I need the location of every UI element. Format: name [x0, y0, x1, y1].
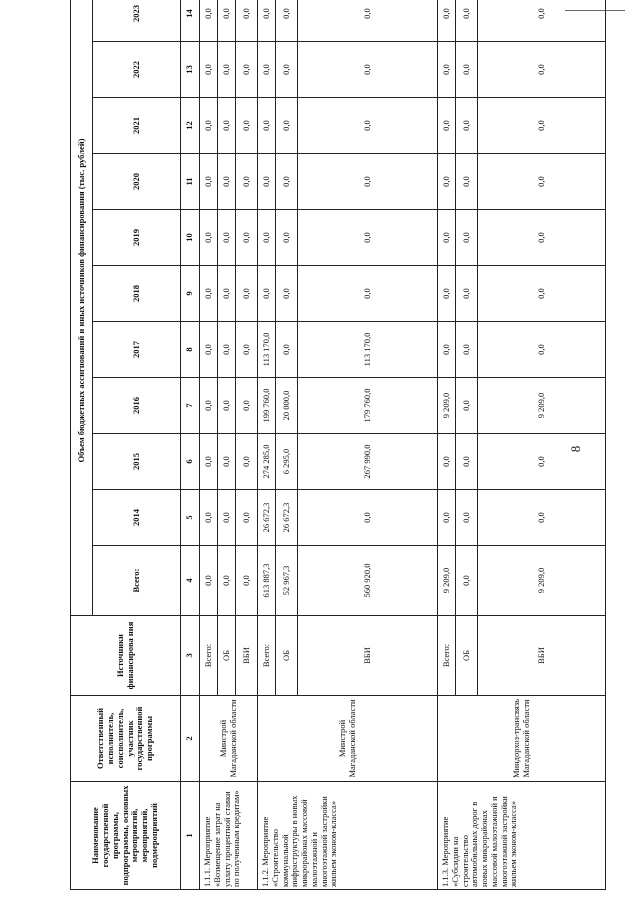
year-amount: 0,0	[478, 154, 606, 210]
header-year: 2019	[93, 210, 181, 266]
year-amount: 0,0	[438, 266, 456, 322]
year-amount: 0,0	[298, 154, 438, 210]
header-col3: Источники финансирова ния	[71, 616, 181, 696]
funding-source: ОБ	[456, 616, 478, 696]
year-amount: 0,0	[456, 154, 478, 210]
year-amount: 0,0	[236, 154, 258, 210]
year-amount: 0,0	[456, 266, 478, 322]
year-amount: 113 170,0	[298, 322, 438, 378]
year-amount: 113 170,0	[258, 322, 276, 378]
total-amount: 9 209,0	[438, 546, 456, 616]
year-amount: 267 990,0	[298, 434, 438, 490]
year-amount: 0,0	[258, 154, 276, 210]
header-year: 2021	[93, 98, 181, 154]
year-amount: 0,0	[438, 210, 456, 266]
total-amount: 0,0	[200, 546, 218, 616]
total-amount: 613 887,3	[258, 546, 276, 616]
total-amount: 52 967,3	[276, 546, 298, 616]
year-amount: 0,0	[276, 322, 298, 378]
year-amount: 0,0	[218, 210, 236, 266]
funding-source: Всего:	[438, 616, 456, 696]
year-amount: 0,0	[200, 154, 218, 210]
year-amount: 0,0	[478, 266, 606, 322]
year-amount: 0,0	[478, 322, 606, 378]
header-year: 2022	[93, 42, 181, 98]
column-number-row	[181, 0, 200, 890]
year-amount: 0,0	[236, 0, 258, 42]
column-number: 3	[181, 616, 200, 696]
column-number: 10	[181, 210, 200, 266]
year-amount: 0,0	[438, 98, 456, 154]
year-amount: 0,0	[478, 42, 606, 98]
year-amount: 9 209,0	[478, 378, 606, 434]
measure-name: 1.1.1. Мероприятие «Возмещение затрат на уплату процентной ставки по полученным кредитам»	[200, 782, 258, 890]
column-number: 11	[181, 154, 200, 210]
funding-source: ВБИ	[236, 616, 258, 696]
total-amount: 0,0	[236, 546, 258, 616]
year-amount: 0,0	[218, 0, 236, 42]
column-number: 5	[181, 490, 200, 546]
funding-source: Всего:	[258, 616, 276, 696]
year-amount: 0,0	[438, 42, 456, 98]
year-amount: 9 209,0	[438, 378, 456, 434]
year-amount: 0,0	[258, 42, 276, 98]
year-amount: 0,0	[218, 490, 236, 546]
year-amount: 26 672,3	[276, 490, 298, 546]
column-number: 7	[181, 378, 200, 434]
column-number: 2	[181, 696, 200, 782]
year-amount: 0,0	[438, 434, 456, 490]
header-year: 2014	[93, 490, 181, 546]
year-amount: 20 000,0	[276, 378, 298, 434]
year-amount: 0,0	[276, 42, 298, 98]
header-year: 2018	[93, 266, 181, 322]
year-amount: 0,0	[218, 154, 236, 210]
year-amount: 0,0	[276, 210, 298, 266]
year-amount: 0,0	[438, 154, 456, 210]
column-number: 4	[181, 546, 200, 616]
year-amount: 274 285,0	[258, 434, 276, 490]
year-amount: 0,0	[236, 322, 258, 378]
year-amount: 0,0	[236, 490, 258, 546]
year-amount: 0,0	[478, 210, 606, 266]
table-row	[438, 0, 456, 890]
year-amount: 0,0	[218, 322, 236, 378]
header-year: 2017	[93, 322, 181, 378]
year-amount: 0,0	[236, 210, 258, 266]
header-year: 2023	[93, 0, 181, 42]
table-container	[70, 5, 546, 890]
year-amount: 0,0	[478, 490, 606, 546]
measure-name: 1.1.2. Мероприятие «Строительство коммунальной инфраструктуры в новых микрорайонах массовой малоэтажной и многоэтажной застройки жильем эконом-класса»	[258, 782, 438, 890]
column-number: 1	[181, 782, 200, 890]
table-row	[258, 0, 276, 890]
header-year: 2015	[93, 434, 181, 490]
total-amount: 0,0	[218, 546, 236, 616]
year-amount: 0,0	[200, 434, 218, 490]
year-amount: 0,0	[218, 266, 236, 322]
year-amount: 0,0	[276, 0, 298, 42]
header-year: 2020	[93, 154, 181, 210]
table-row	[200, 0, 218, 890]
year-amount: 0,0	[438, 490, 456, 546]
year-amount: 0,0	[236, 42, 258, 98]
year-amount: 0,0	[276, 266, 298, 322]
column-number: 8	[181, 322, 200, 378]
year-amount: 0,0	[298, 42, 438, 98]
year-amount: 0,0	[438, 0, 456, 42]
year-amount: 0,0	[456, 210, 478, 266]
funding-source: ОБ	[218, 616, 236, 696]
total-amount: 0,0	[456, 546, 478, 616]
year-amount: 0,0	[258, 0, 276, 42]
column-number: 6	[181, 434, 200, 490]
financing-table	[70, 0, 606, 890]
year-amount: 0,0	[200, 322, 218, 378]
funding-source: ВБИ	[298, 616, 438, 696]
funding-source: Всего:	[200, 616, 218, 696]
responsible-executor: Минстрой Магаданской области	[200, 696, 258, 782]
year-amount: 0,0	[200, 210, 218, 266]
measure-name: 1.1.3. Мероприятие «Субсидии на строительство автомобильных дорог в новых микрорайонах массовой малоэтажной и многоэтажной застройки жильем эконом-класса»	[438, 782, 606, 890]
year-amount: 0,0	[478, 0, 606, 42]
header-col2: Ответственный исполнитель, соисполнитель, участник государственной программы	[71, 696, 181, 782]
page-number: 8	[568, 445, 583, 453]
responsible-executor: Миндорхоз-трансвязь Магаданской области	[438, 696, 606, 782]
year-amount: 0,0	[456, 0, 478, 42]
column-number: 14	[181, 0, 200, 42]
year-amount: 0,0	[218, 42, 236, 98]
year-amount: 0,0	[478, 434, 606, 490]
year-amount: 0,0	[298, 0, 438, 42]
year-amount: 0,0	[298, 490, 438, 546]
year-amount: 0,0	[298, 266, 438, 322]
year-amount: 179 760,0	[298, 378, 438, 434]
year-amount: 0,0	[258, 266, 276, 322]
year-amount: 0,0	[200, 378, 218, 434]
year-amount: 0,0	[456, 378, 478, 434]
year-amount: 0,0	[298, 210, 438, 266]
header-row-group	[71, 0, 93, 890]
header-financing-group: Объем бюджетных ассигнований и иных источников финансирования (тыс. рублей)	[71, 0, 93, 616]
year-amount: 0,0	[236, 378, 258, 434]
year-amount: 0,0	[258, 98, 276, 154]
year-amount: 0,0	[298, 98, 438, 154]
column-number: 12	[181, 98, 200, 154]
total-amount: 560 920,0	[298, 546, 438, 616]
year-amount: 0,0	[456, 490, 478, 546]
header-col1: Наименование государственной программы, подпрограммы, основных мероприятий, мероприятий, подмероприятий	[71, 782, 181, 890]
header-total: Всего:	[93, 546, 181, 616]
year-amount: 0,0	[456, 98, 478, 154]
funding-source: ВБИ	[478, 616, 606, 696]
year-amount: 0,0	[276, 154, 298, 210]
year-amount: 0,0	[200, 266, 218, 322]
year-amount: 0,0	[200, 98, 218, 154]
year-amount: 0,0	[200, 490, 218, 546]
year-amount: 0,0	[438, 322, 456, 378]
header-year: 2016	[93, 378, 181, 434]
column-number: 13	[181, 42, 200, 98]
year-amount: 26 672,3	[258, 490, 276, 546]
year-amount: 0,0	[218, 98, 236, 154]
year-amount: 0,0	[200, 42, 218, 98]
year-amount: 0,0	[456, 434, 478, 490]
year-amount: 0,0	[236, 266, 258, 322]
year-amount: 0,0	[218, 378, 236, 434]
total-amount: 9 209,0	[478, 546, 606, 616]
year-amount: 0,0	[218, 434, 236, 490]
responsible-executor: Минстрой Магаданской области	[258, 696, 438, 782]
column-number: 9	[181, 266, 200, 322]
table-body	[200, 0, 606, 890]
year-amount: 0,0	[478, 98, 606, 154]
year-amount: 0,0	[236, 98, 258, 154]
year-amount: 0,0	[456, 42, 478, 98]
year-amount: 0,0	[236, 434, 258, 490]
year-amount: 199 760,0	[258, 378, 276, 434]
funding-source: ОБ	[276, 616, 298, 696]
year-amount: 6 295,0	[276, 434, 298, 490]
year-amount: 0,0	[276, 98, 298, 154]
year-amount: 0,0	[456, 322, 478, 378]
year-amount: 0,0	[200, 0, 218, 42]
year-amount: 0,0	[258, 210, 276, 266]
